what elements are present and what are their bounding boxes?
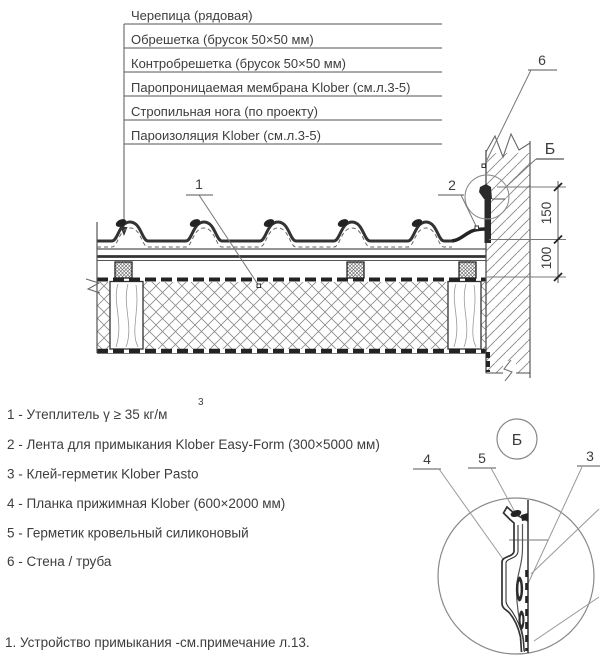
legend-item-sealant: 5 - Герметик кровельный силиконовый <box>7 525 249 541</box>
callout-2-label: 2 <box>448 177 456 193</box>
wall-bottom-break-mask <box>503 361 516 383</box>
wall-hatch <box>486 153 530 373</box>
callout-3-label: 3 <box>586 448 594 464</box>
callout-5-label: 5 <box>478 450 486 466</box>
detail-title-label: Б <box>511 432 523 449</box>
callout-6-label: 6 <box>538 52 546 68</box>
layer-label-rafter: Стропильная нога (по проекту) <box>131 104 318 119</box>
insulation-hatch <box>97 282 486 349</box>
legend-item-insulation: 1 - Утеплитель γ ≥ 35 кг/м <box>7 407 168 422</box>
layer-label-membrane: Паропроницаемая мембрана Klober (см.л.3-5) <box>131 80 411 95</box>
callout-5 <box>468 450 516 514</box>
detail-reference-label: Б <box>544 141 556 158</box>
detail-zoom-circle <box>438 498 594 654</box>
detail-sealant-wedge <box>521 513 528 521</box>
layer-callout-labels <box>121 8 443 236</box>
legend-item-glue: 3 - Клей-герметик Klober Pasto <box>7 466 199 482</box>
legend-item-tape: 2 - Лента для примыкания Klober Easy-Form (300×5000 мм) <box>7 437 380 452</box>
layer-label-tiles: Черепица (рядовая) <box>131 8 253 23</box>
flashing-bar <box>485 196 492 243</box>
rafter-left <box>110 282 143 350</box>
rafter-right <box>448 282 481 350</box>
roof-section <box>86 52 566 383</box>
layer-label-counter-battens: Контробрешетка (брусок 50×50 мм) <box>131 56 347 71</box>
counter-batten-block <box>459 262 476 278</box>
counter-batten-block <box>347 262 364 278</box>
note-text: 1. Устройство примыкания -см.примечание л.13. <box>5 635 310 650</box>
counter-batten-block <box>115 262 132 278</box>
dimension-150: 150 <box>539 201 554 225</box>
tile-wave <box>97 222 452 241</box>
legend <box>7 397 380 569</box>
callout-1-label: 1 <box>195 176 203 192</box>
dimension-100: 100 <box>539 246 554 270</box>
legend-item-flashing: 4 - Планка прижимная Klober (600×2000 мм) <box>7 496 286 511</box>
callout-3 <box>526 448 600 641</box>
callout-4 <box>413 451 503 559</box>
callout-4-label: 4 <box>423 451 431 467</box>
layer-label-battens: Обрешетка (брусок 50×50 мм) <box>131 32 314 47</box>
callout-2 <box>438 177 479 230</box>
tape-over-tile <box>452 229 486 241</box>
tile-underside-dashed <box>97 228 452 247</box>
layer-label-vapour-barrier: Пароизоляция Klober (см.л.3-5) <box>131 128 321 143</box>
detail-view <box>413 419 600 654</box>
legend-item-wall: 6 - Стена / труба <box>7 554 112 569</box>
legend-item-insulation-sup: 3 <box>198 397 204 408</box>
